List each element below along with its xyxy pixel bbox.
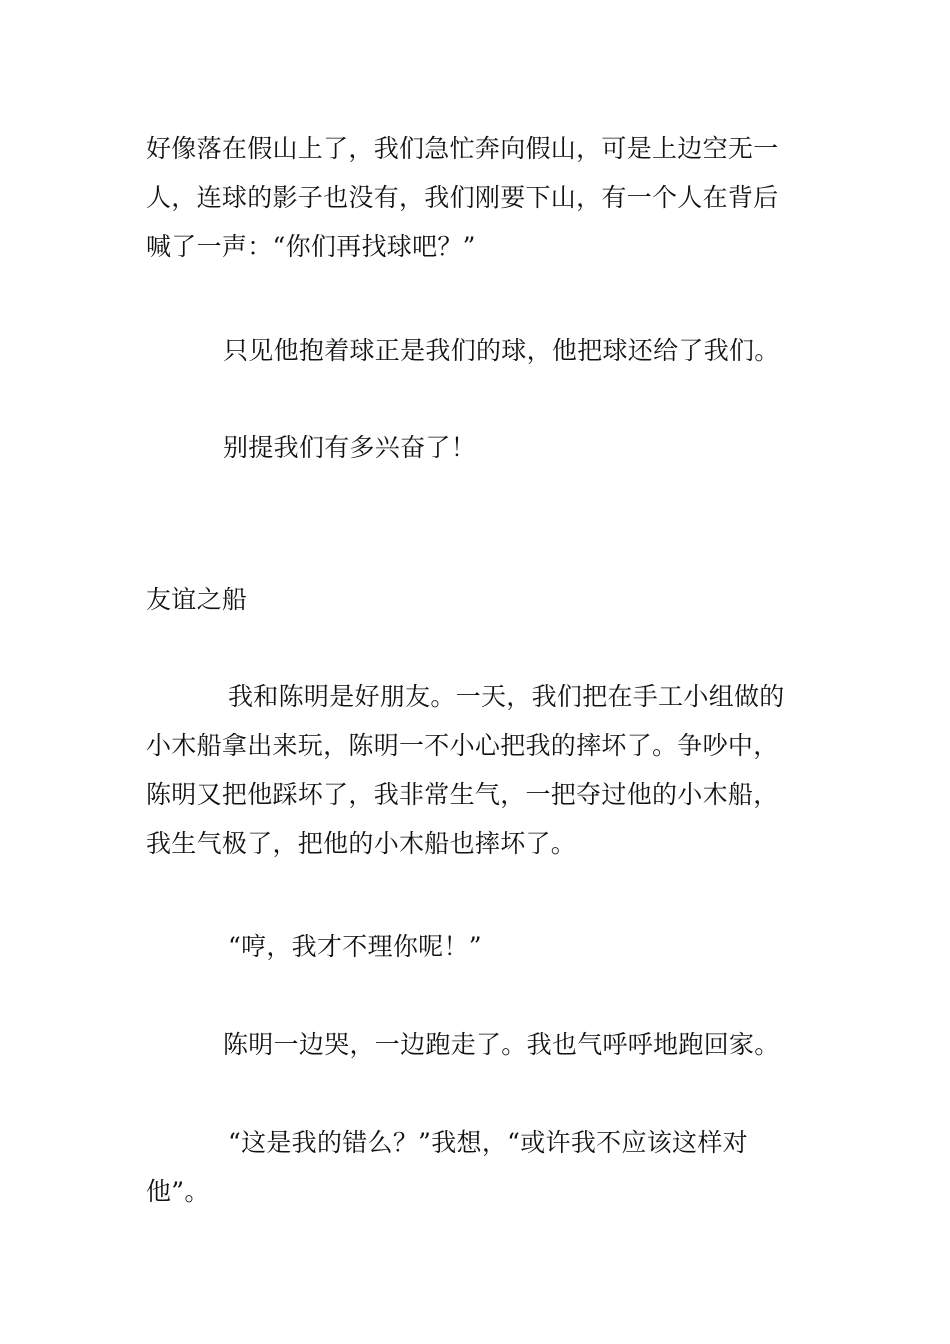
paragraph-returned-ball: [146, 326, 806, 375]
paragraph-line: 陈明一边哭，一边跑走了。我也气呼呼地跑回家。: [223, 1030, 780, 1059]
paragraph-line: 我生气极了，把他的小木船也摔坏了。: [146, 829, 577, 858]
section-title: [146, 575, 806, 624]
paragraph-line: 别提我们有多兴奋了！: [223, 433, 477, 462]
paragraph-line: 小木船拿出来玩，陈明一不小心把我的摔坏了。争吵中，: [146, 731, 779, 760]
paragraph-excited: [146, 423, 806, 472]
paragraph-line: 他”。: [146, 1177, 210, 1206]
paragraph-line: 人，连球的影子也没有，我们刚要下山，有一个人在背后: [146, 183, 779, 212]
paragraph-reflection: [146, 1118, 806, 1216]
paragraph-line: “这是我的错么？”我想，“或许我不应该这样对: [228, 1128, 748, 1157]
paragraph-line: 陈明又把他踩坏了，我非常生气，一把夺过他的小木船，: [146, 780, 779, 809]
paragraph-line: 我和陈明是好朋友。一天，我们把在手工小组做的: [228, 682, 785, 711]
paragraph-line: 喊了一声：“你们再找球吧？”: [146, 232, 476, 261]
paragraph-ball-found: [146, 124, 806, 271]
paragraph-ran-away: [146, 1020, 806, 1069]
paragraph-broken-boats: [146, 672, 806, 868]
paragraph-line: “哼，我才不理你呢！”: [228, 932, 482, 961]
paragraph-line: 好像落在假山上了，我们急忙奔向假山，可是上边空无一: [146, 134, 779, 163]
paragraph-line: 只见他抱着球正是我们的球，他把球还给了我们。: [223, 336, 780, 365]
section-title-text: 友谊之船: [146, 585, 248, 614]
paragraph-quote-hmph: [146, 922, 806, 971]
